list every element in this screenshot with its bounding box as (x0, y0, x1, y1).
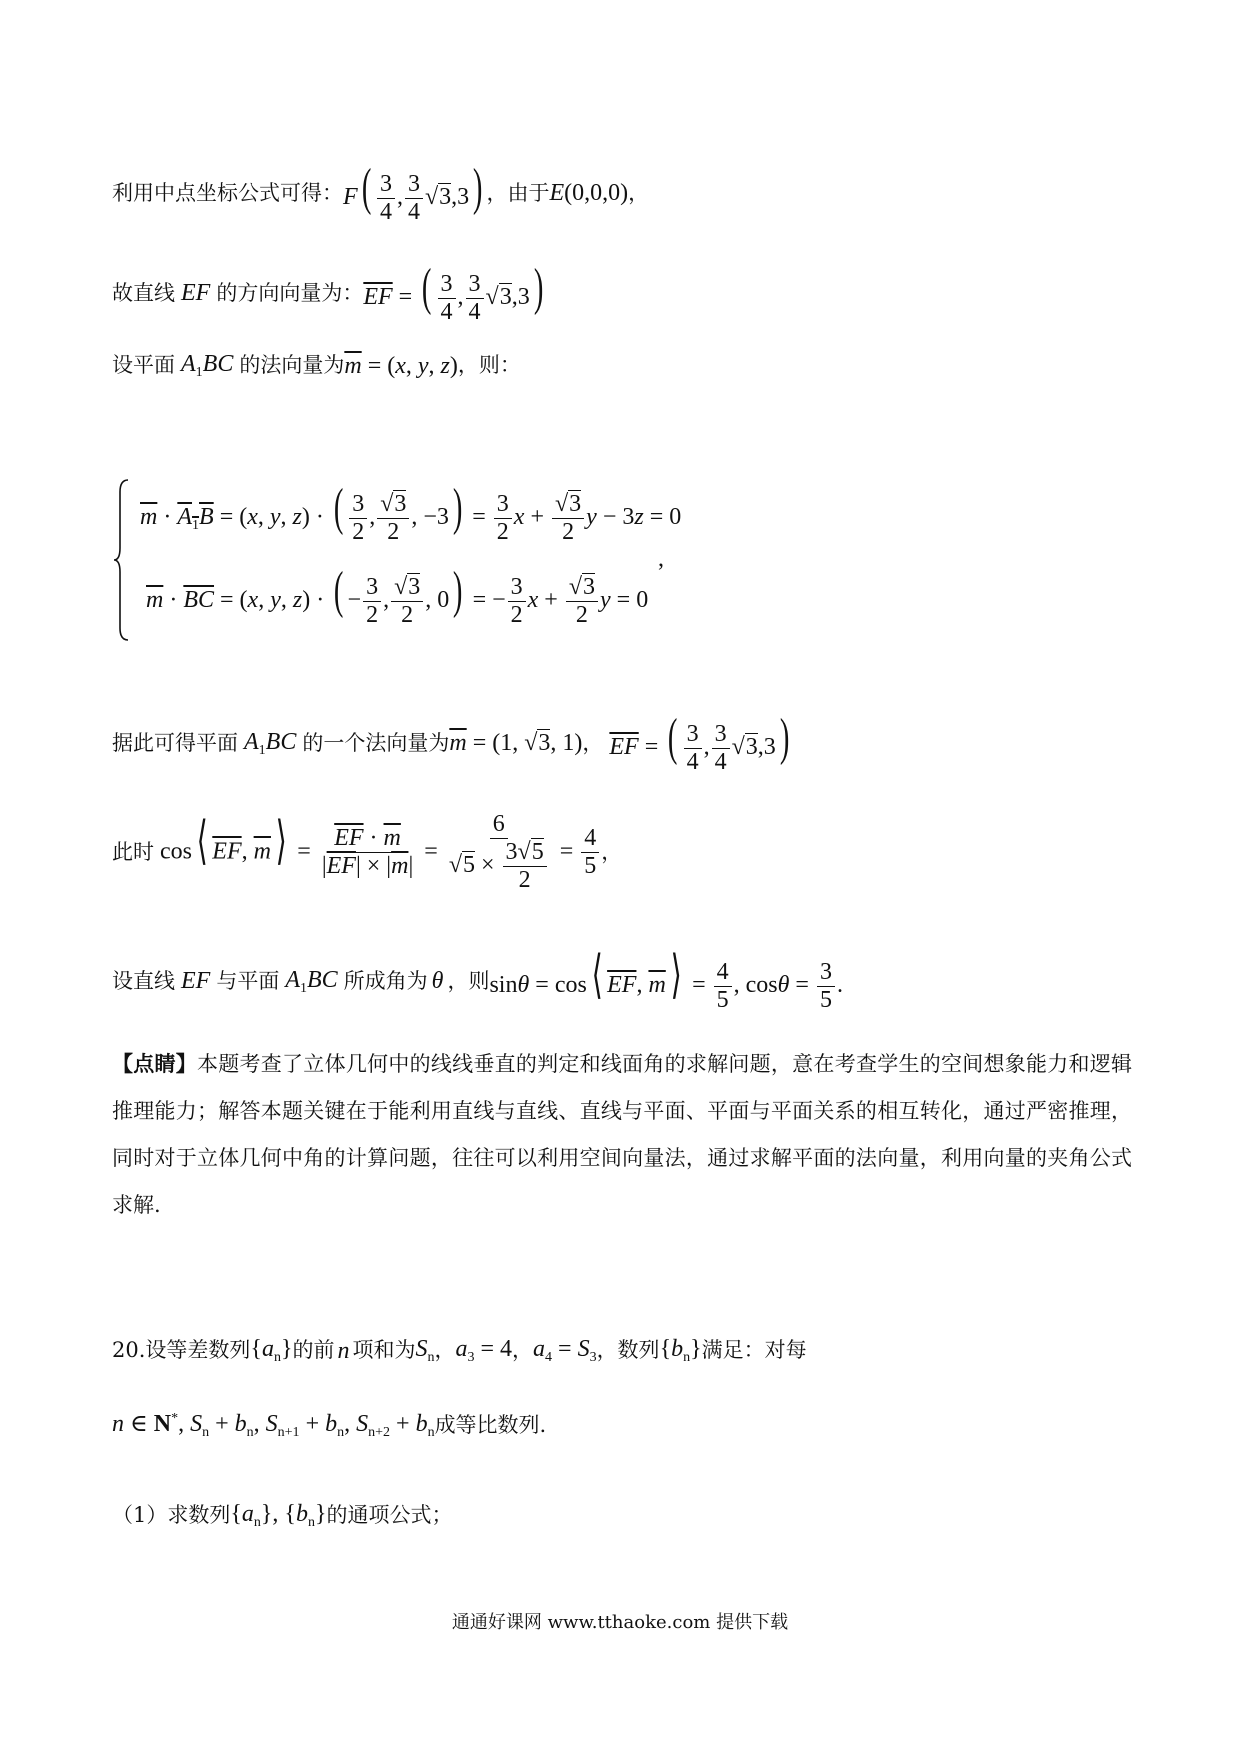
equation-m-dot-A1B (140, 479, 682, 545)
formula-E: E(0,0,0) (549, 180, 629, 207)
text-then: ，则： (457, 353, 521, 378)
question-20-line1 (112, 1335, 807, 1367)
text-a-normal-vector: 的一个法向量为 (302, 730, 450, 755)
text-and-plane: 与平面 (216, 968, 280, 993)
q20-text-first: 的前 (292, 1338, 335, 1363)
text-midpoint-formula: 利用中点坐标公式可得： (112, 180, 343, 205)
line-cos-computation (112, 812, 622, 894)
punct: ， (628, 180, 650, 205)
formula-eq2: $\overline{m} \cdot \overline{BC} = (x$, y, z) · ( − $\frac{3}{2}$ , $\frac{√3}{2}$ , 0) = − $\frac{3}{2}$ x + $\frac{√3}{2}$ y = 0 (146, 562, 649, 628)
line-normal-vector-setup (112, 350, 521, 382)
text-angle-is: 所成角为 (343, 968, 428, 993)
formula-Sn: $S_n$ (415, 1336, 435, 1365)
formula-F: F( $\frac{3}{4}$ , $\frac{3}{4}$ √3,3) (343, 159, 483, 225)
text-hence-plane: 据此可得平面 (112, 730, 238, 755)
formula-m-value: $\overline{m} = (1$, √3, 1) (449, 730, 583, 757)
label-A1BC-2: $A_1BC$ (244, 728, 297, 758)
q20-text-sum: 项和为 (352, 1338, 416, 1363)
label-A1BC: $A_1BC$ (181, 351, 234, 380)
note-text: 本题考查了立体几何中的线线垂直的判定和线面角的求解问题，意在考查学生的空间想象能力和逻辑推理能力；解答本题关键在于能利用直线与直线、直线与平面、平面与平面关系的相互转化，通过严密推理，同时对于立体几何中角的计算问题，往往可以利用空间向量法，通过求解平面的法向量，利用向量的夹角公式求解. (112, 1052, 1133, 1217)
label-EF-2: EF (181, 968, 211, 995)
formula-EF-vector-2: $\overline{EF}$ = ( $\frac{3}{4}$ , $\frac{3}{4}$ √3,3) (609, 709, 790, 775)
text-set-line: 设直线 (112, 968, 175, 993)
formula-an-set: $\{a_n\}$ (250, 1336, 293, 1365)
line-normal-vector-result (112, 709, 793, 775)
q20-prefix: 20.设等差数列 (112, 1338, 251, 1363)
formula-cos: cos⟨ $\overline{EF}$, $\overline{m}⟩$ = $\frac{\overline{EF} \cdot \overline{m}}{|\overline{EF}| \times |\overline{m}|}$ = 6 √5 × $\frac{3√5}{2}$ = $\frac{4}{5}$ (160, 812, 601, 894)
text-therefore-line: 故直线 (112, 280, 175, 305)
formula-a3: $a_3 = 4$ (455, 1336, 513, 1365)
line-midpoint-F (112, 159, 650, 225)
q20-text-sequence: ，数列 (596, 1338, 660, 1363)
formula-bn-set: $\{b_n\}$ (659, 1336, 702, 1365)
text-since: ，由于 (486, 180, 550, 205)
footer-source: 通通好课网 www.tthaoke.com 提供下载 (451, 1612, 789, 1633)
punct: ， (512, 1338, 534, 1363)
system-comma: , (658, 546, 664, 572)
text-direction-vector: 的方向向量为： (216, 280, 364, 305)
formula-geometric: n ∈ N*, $S_n + b_n$, $S_{n+1} + b_n$, $S_{n+2} + b_n$ (112, 1411, 435, 1440)
text-at-this-time: 此时 (112, 840, 154, 865)
question-20-part1 (112, 1500, 452, 1532)
q20-text-satisfies: 满足：对每 (701, 1338, 807, 1363)
system-brace (112, 478, 130, 642)
part1-prefix: （1）求数列 (112, 1503, 231, 1528)
label-EF: EF (181, 280, 211, 307)
text-then-2: ，则 (447, 968, 490, 993)
var-n: n (337, 1337, 350, 1364)
punct: ， (582, 730, 604, 755)
formula-a4: $a_4 = S_3$ (533, 1336, 597, 1365)
q20-text-geometric: 成等比数列. (434, 1413, 547, 1438)
note-label: 【点睛】 (112, 1051, 198, 1076)
label-A1BC-3: $A_1BC$ (285, 966, 338, 996)
formula-sin-cos: sinθ = cos⟨ $\overline{EF}$, $\overline{m}⟩$ = $\frac{4}{5}$ , cosθ = $\frac{3}{5}$ . (489, 947, 843, 1013)
punct: ， (601, 840, 623, 865)
note-paragraph (112, 1040, 1132, 1229)
formula-m-xyz: $\overline{m} = (x$, y, z) (344, 352, 458, 379)
question-20-line2 (112, 1410, 546, 1442)
part1-end: 的通项公式； (326, 1503, 453, 1528)
line-EF-direction (112, 259, 547, 325)
formula-eq1: $\overline{m} \cdot A_1B = (x$, y, z) · ( $\frac{3}{2}$ , $\frac{√3}{2}$ , −3) = $\frac{3}{2}$ x + $\frac{√3}{2}$ y − 3z = 0 (140, 479, 682, 545)
equation-m-dot-BC (146, 562, 649, 628)
text-normal-vector: 的法向量为 (239, 353, 345, 378)
text-set-plane: 设平面 (112, 353, 175, 378)
line-angle-result (112, 947, 843, 1013)
formula-EF-vector: $\overline{EF}$ = ( $\frac{3}{4}$ , $\frac{3}{4}$ √3,3) (363, 259, 544, 325)
label-theta: θ (431, 968, 444, 995)
formula-an-bn: $\{a_n\}$, $\{b_n\}$ (230, 1501, 327, 1530)
punct: ， (434, 1338, 456, 1363)
